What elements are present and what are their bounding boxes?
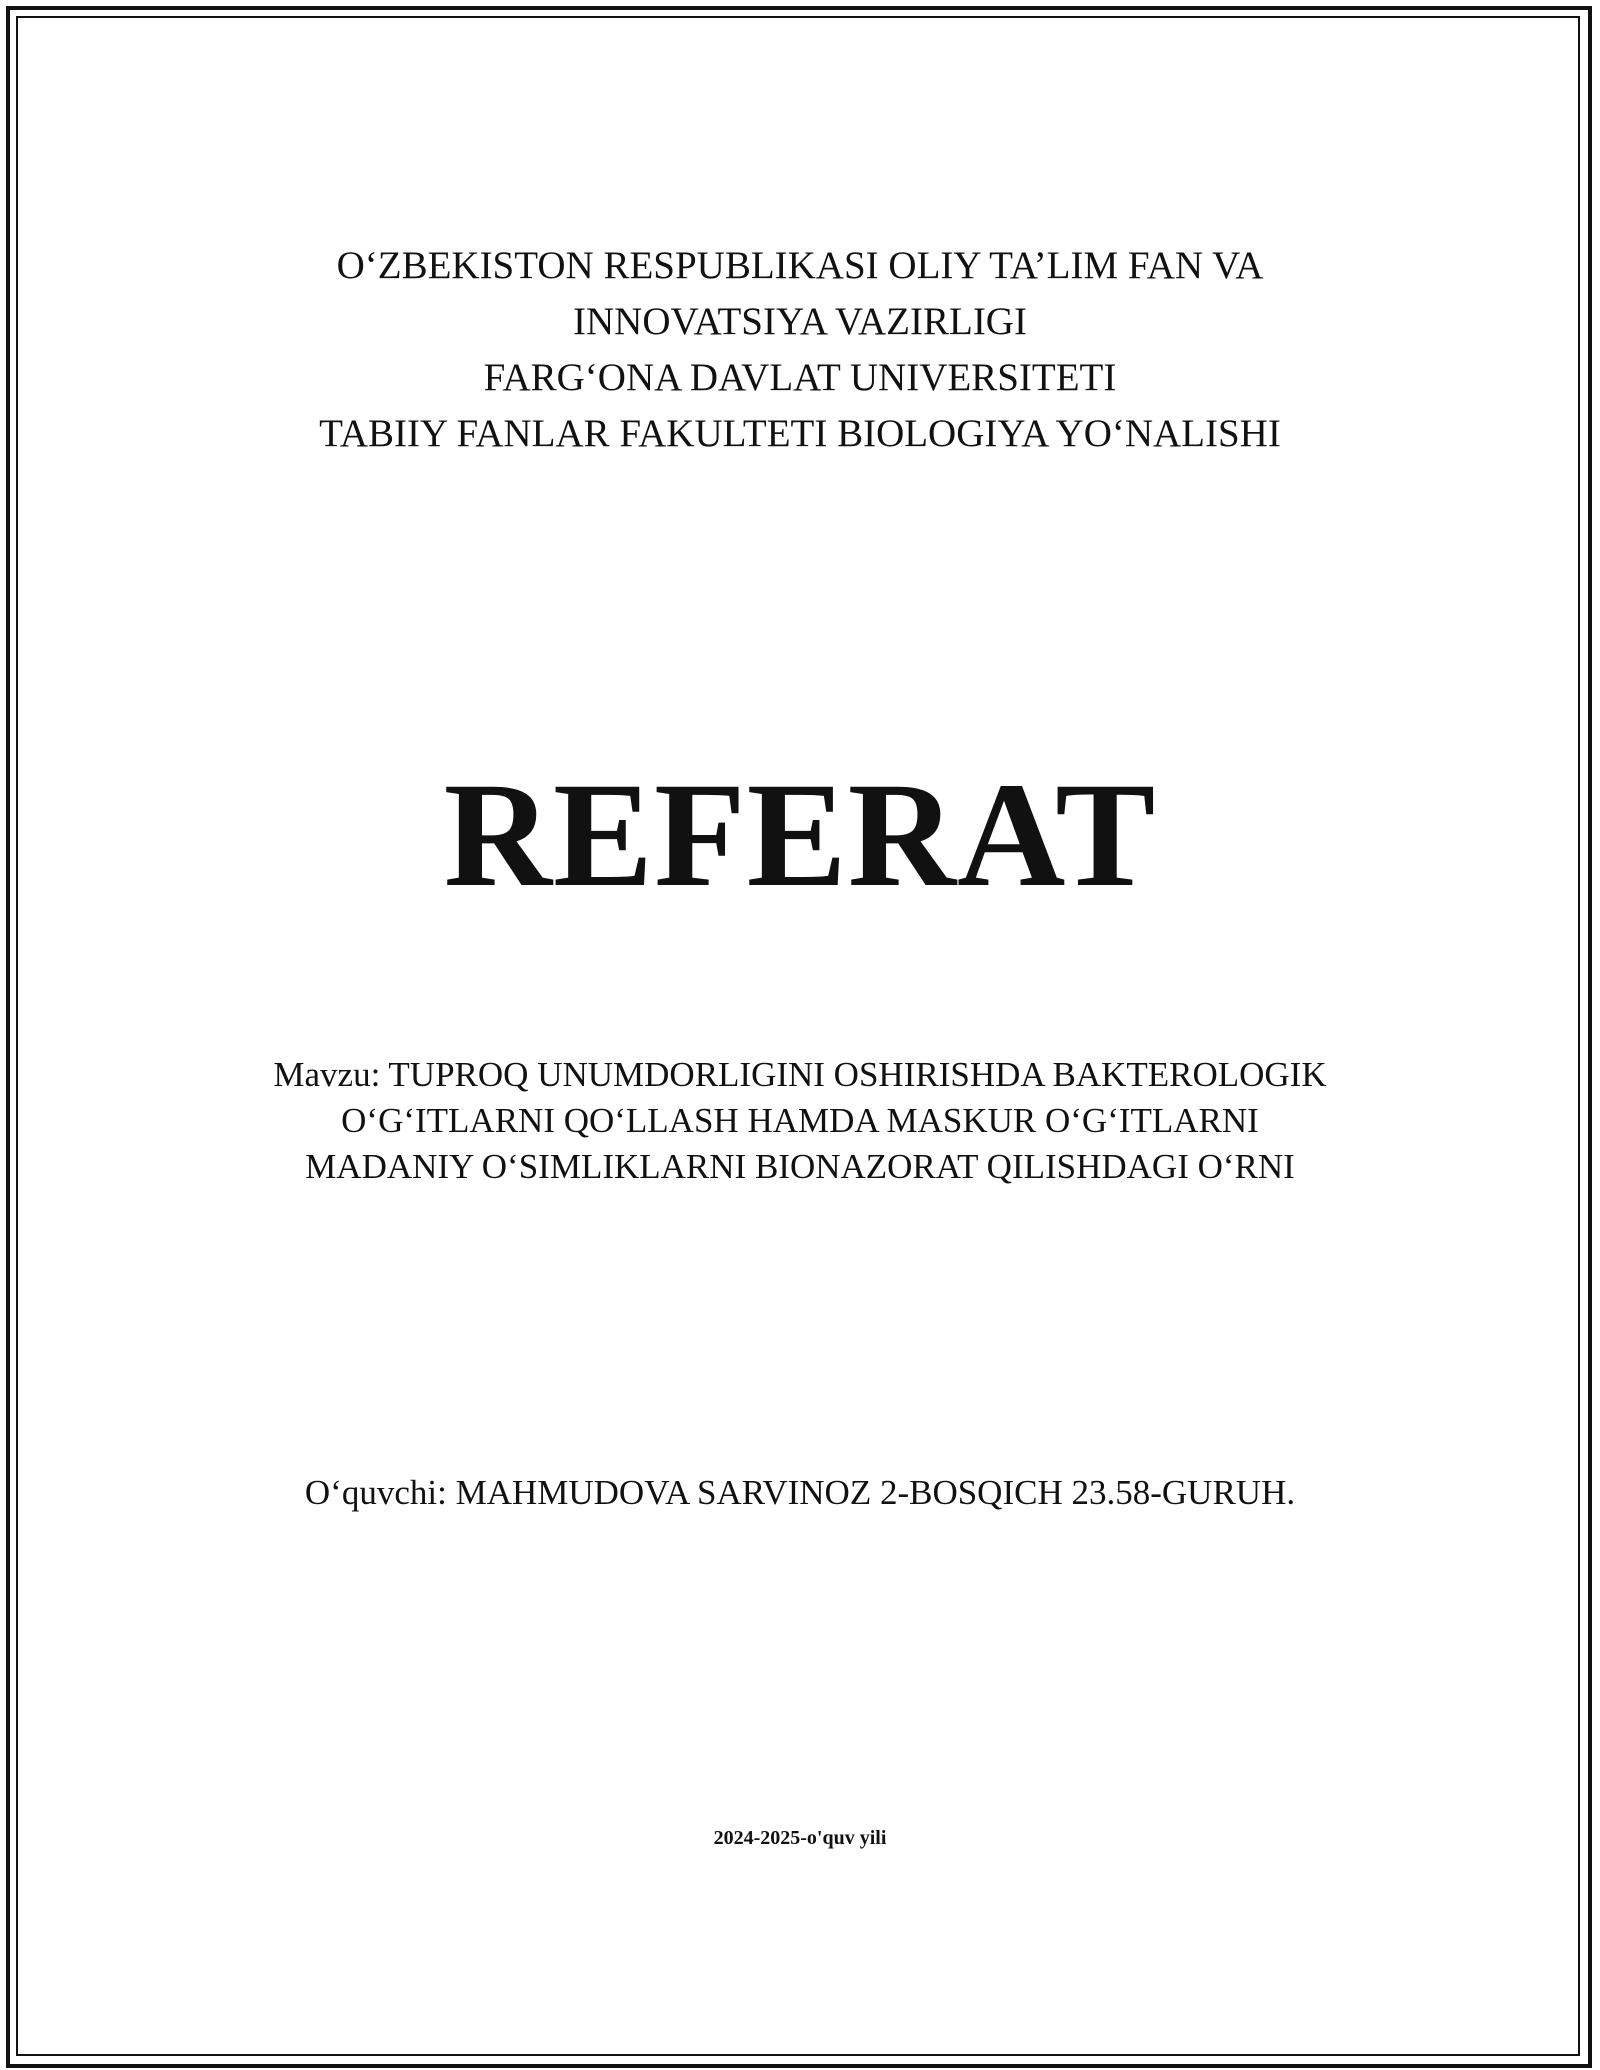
institution-header xyxy=(100,238,1500,462)
topic-line-2: O‘G‘ITLARNI QO‘LLASH HAMDA MASKUR O‘G‘ITLARNI xyxy=(341,1101,1259,1140)
header-line-university: FARG‘ONA DAVLAT UNIVERSITETI xyxy=(483,356,1117,399)
topic-block xyxy=(100,1052,1500,1190)
academic-year: 2024-2025-o'quv yili xyxy=(713,1827,887,1849)
header-line-faculty: TABIIY FANLAR FAKULTETI BIOLOGIYA YO‘NALISHI xyxy=(319,412,1281,455)
document-title: REFERAT xyxy=(443,752,1157,918)
student-info: O‘quvchi: MAHMUDOVA SARVINOZ 2-BOSQICH 23.58-GURUH. xyxy=(304,1473,1296,1512)
topic-line-3: MADANIY O‘SIMLIKLARNI BIONAZORAT QILISHDAGI O‘RNI xyxy=(305,1147,1295,1186)
header-line-ministry-2: INNOVATSIYA VAZIRLIGI xyxy=(573,300,1027,343)
topic-line-1: Mavzu: TUPROQ UNUMDORLIGINI OSHIRISHDA BAKTEROLOGIK xyxy=(273,1055,1327,1094)
header-line-ministry-1: O‘ZBEKISTON RESPUBLIKASI OLIY TA’LIM FAN VA xyxy=(336,244,1264,287)
